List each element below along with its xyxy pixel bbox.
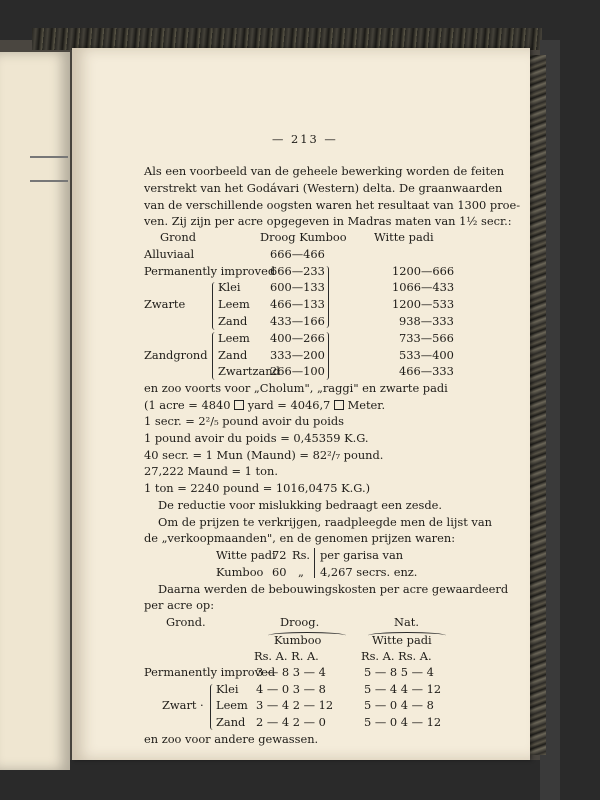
- table2-units: Rs. A. R. A.: [254, 649, 319, 663]
- page-content: [72, 48, 530, 760]
- square-symbol: [234, 400, 244, 410]
- price-unit: Rs.: [292, 548, 311, 562]
- cell-witte: 733—566: [399, 331, 454, 345]
- cell-grond: Zwart: [162, 698, 197, 712]
- text-line: ven. Zij zijn per acre opgegeven in Madras maten van 1½ secr.:: [144, 214, 512, 228]
- conversion-line: [144, 398, 385, 412]
- text-line: Als een voorbeeld van de geheele bewerking worden de feiten: [144, 164, 505, 178]
- cell-droog: 433—166: [270, 314, 325, 328]
- left-page-edge: [0, 52, 70, 770]
- right-brace: [324, 332, 329, 380]
- cell-witte: 938—333: [399, 314, 454, 328]
- table2-subheader-witte: Witte padi: [372, 633, 432, 647]
- price-bracket: [314, 548, 315, 578]
- cell-droog: 3 — 4 2 — 12: [256, 698, 334, 712]
- square-symbol: [334, 400, 344, 410]
- cell-sub: Klei: [218, 280, 241, 294]
- left-brace: [210, 684, 215, 730]
- left-page-rule: [30, 156, 68, 158]
- text-line: en zoo voorts voor „Cholum", „raggi" en zwarte padi: [144, 381, 448, 395]
- cell-sub: Zand: [218, 348, 248, 362]
- cell-grond: Alluviaal: [144, 247, 195, 261]
- right-brace: [324, 266, 329, 328]
- cell-droog: 400—266: [270, 331, 325, 345]
- text-fragment: (1 acre = 4840: [144, 398, 231, 412]
- price-number: 60: [272, 565, 287, 579]
- table2-header-droog: Droog.: [280, 615, 320, 629]
- cell-sub: Zand: [216, 715, 246, 729]
- cell-witte: 1200—666: [392, 264, 455, 278]
- price-rest: per garisa van: [320, 548, 404, 562]
- text-line: 1 ton = 2240 pound = 1016,0475 K.G.): [144, 481, 371, 495]
- cell-nat: 5 — 0 4 — 12: [364, 715, 442, 729]
- text-line: 40 secr. = 1 Mun (Maund) = 82²/₇ pound.: [144, 448, 384, 462]
- stray-dot: ·: [200, 698, 204, 712]
- cell-grond: Zwarte: [144, 297, 186, 311]
- cell-sub: Klei: [216, 682, 239, 696]
- table2-header-grond: Grond.: [166, 615, 206, 629]
- table-header-grond: Grond: [160, 230, 197, 244]
- text-line: De reductie voor mislukking bedraagt een zesde.: [158, 498, 442, 512]
- page-number: — 213 —: [272, 132, 338, 146]
- price-rest: 4,267 secrs. enz.: [320, 565, 418, 579]
- left-brace: [212, 282, 217, 330]
- table2-subheader-kumboo: Kumboo: [274, 633, 322, 647]
- cell-droog: 2 — 4 2 — 0: [256, 715, 326, 729]
- cell-sub: Leem: [218, 297, 250, 311]
- closing-line: en zoo voor andere gewassen.: [144, 732, 319, 746]
- cell-nat: 5 — 0 4 — 8: [364, 698, 434, 712]
- book-spine-edge: [32, 28, 542, 50]
- price-label: Witte padi: [216, 548, 276, 562]
- cell-nat: 5 — 4 4 — 12: [364, 682, 442, 696]
- text-fragment: yard = 4046,7: [247, 398, 331, 412]
- cell-nat: 5 — 8 5 — 4: [364, 665, 434, 679]
- cell-sub: Leem: [218, 331, 250, 345]
- cell-witte: 466—333: [399, 364, 454, 378]
- cell-droog: 266—100: [270, 364, 325, 378]
- cell-witte: 1200—533: [392, 297, 455, 311]
- text-line: van de verschillende oogsten waren het resultaat van 1300 proe-: [144, 198, 521, 212]
- left-page-rule: [30, 180, 68, 182]
- cell-droog: 666—466: [270, 247, 325, 261]
- left-brace: [212, 332, 217, 380]
- cell-sub: Zwartzand: [218, 364, 280, 378]
- price-number: 72: [272, 548, 287, 562]
- cell-droog: 3 — 8 3 — 4: [256, 665, 326, 679]
- price-unit: „: [298, 565, 304, 579]
- text-line: Om de prijzen te verkrijgen, raadpleegde men de lijst van: [158, 515, 492, 529]
- text-line: de „verkoopmaanden", en de genomen prijzen waren:: [144, 531, 456, 545]
- text-line: 1 pound avoir du poids = 0,45359 K.G.: [144, 431, 369, 445]
- cell-grond: Permanently improved: [144, 264, 276, 278]
- cell-droog: 466—133: [270, 297, 325, 311]
- text-line: 27,222 Maund = 1 ton.: [144, 464, 278, 478]
- text-line: Daarna werden de bebouwingskosten per acre gewaardeerd: [158, 582, 509, 596]
- text-line: verstrekt van het Godávari (Western) delta. De graanwaarden: [144, 181, 503, 195]
- table-header-witte: Witte padi: [374, 230, 434, 244]
- text-line: 1 secr. = 2²/₅ pound avoir du poids: [144, 414, 344, 428]
- cell-droog: 666—233: [270, 264, 325, 278]
- cell-grond: Permanently improved: [144, 665, 276, 679]
- table-header-droog: Droog Kumboo: [260, 230, 347, 244]
- cell-witte: 533—400: [399, 348, 454, 362]
- cell-grond: Zandgrond: [144, 348, 208, 362]
- text-line: per acre op:: [144, 598, 215, 612]
- cell-sub: Leem: [216, 698, 248, 712]
- cell-witte: 1066—433: [392, 280, 455, 294]
- cell-droog: 4 — 0 3 — 8: [256, 682, 326, 696]
- price-label: Kumboo: [216, 565, 264, 579]
- cell-sub: Zand: [218, 314, 248, 328]
- text-fragment: Meter.: [347, 398, 386, 412]
- table2-header-nat: Nat.: [394, 615, 419, 629]
- cell-droog: 600—133: [270, 280, 325, 294]
- cell-droog: 333—200: [270, 348, 325, 362]
- table2-units: Rs. A. Rs. A.: [361, 649, 432, 663]
